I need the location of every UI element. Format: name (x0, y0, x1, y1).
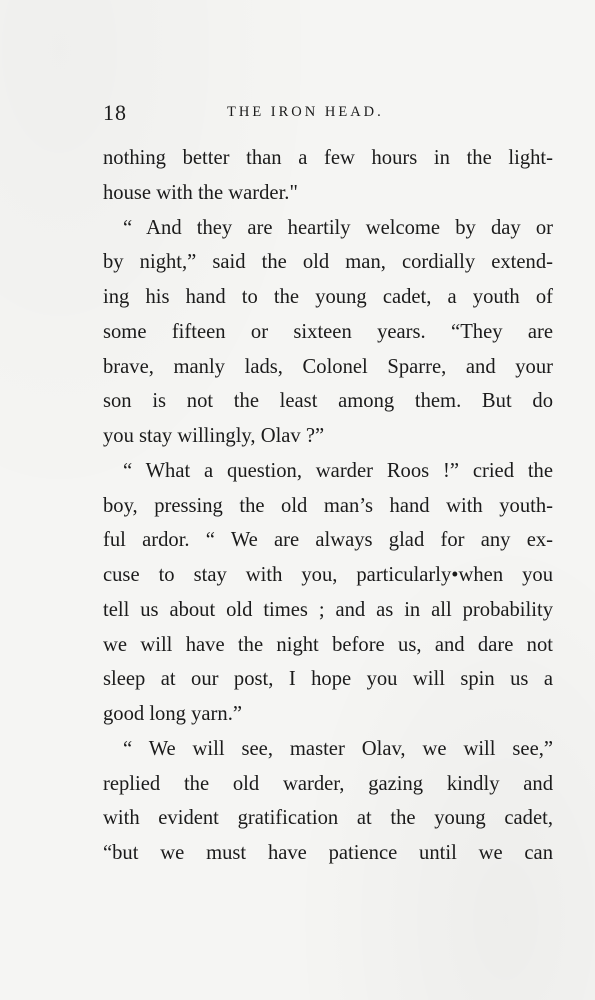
text-line: ing his hand to the young cadet, a youth of (103, 286, 553, 308)
text-line: boy, pressing the old man’s hand with youth- (103, 494, 553, 517)
text-line: replied the old warder, gazing kindly and (103, 772, 553, 795)
text-line: by night,” said the old man, cordially extend- (103, 251, 553, 274)
page-number: 18 (103, 100, 127, 125)
body-text (103, 141, 553, 871)
text-line: house with the warder." (103, 181, 298, 204)
text-line: good long yarn.” (103, 703, 242, 725)
text-line: ful ardor. “ We are always glad for any ex- (103, 529, 553, 552)
text-line: some fifteen or sixteen years. “They are (103, 320, 553, 343)
text-line: with evident gratification at the young cadet, (103, 807, 553, 830)
text-line: cuse to stay with you, particularly•when you (103, 564, 553, 586)
text-line: we will have the night before us, and dare not (103, 633, 553, 656)
text-line: “ And they are heartily welcome by day or (123, 216, 553, 239)
text-line: brave, manly lads, Colonel Sparre, and your (103, 355, 553, 378)
text-line: “ What a question, warder Roos !” cried the (123, 459, 553, 482)
text-line: nothing better than a few hours in the light- (103, 147, 553, 169)
text-line: son is not the least among them. But do (103, 390, 553, 413)
text-line: “but we must have patience until we can (103, 842, 553, 864)
text-line: sleep at our post, I hope you will spin us a (103, 668, 553, 691)
text-line: tell us about old times ; and as in all probability (103, 598, 553, 621)
running-head (103, 100, 553, 130)
text-line: “ We will see, master Olav, we will see,” (123, 737, 553, 760)
text-line: you stay willingly, Olav ?” (103, 425, 325, 447)
running-title: THE IRON HEAD. (227, 104, 384, 120)
